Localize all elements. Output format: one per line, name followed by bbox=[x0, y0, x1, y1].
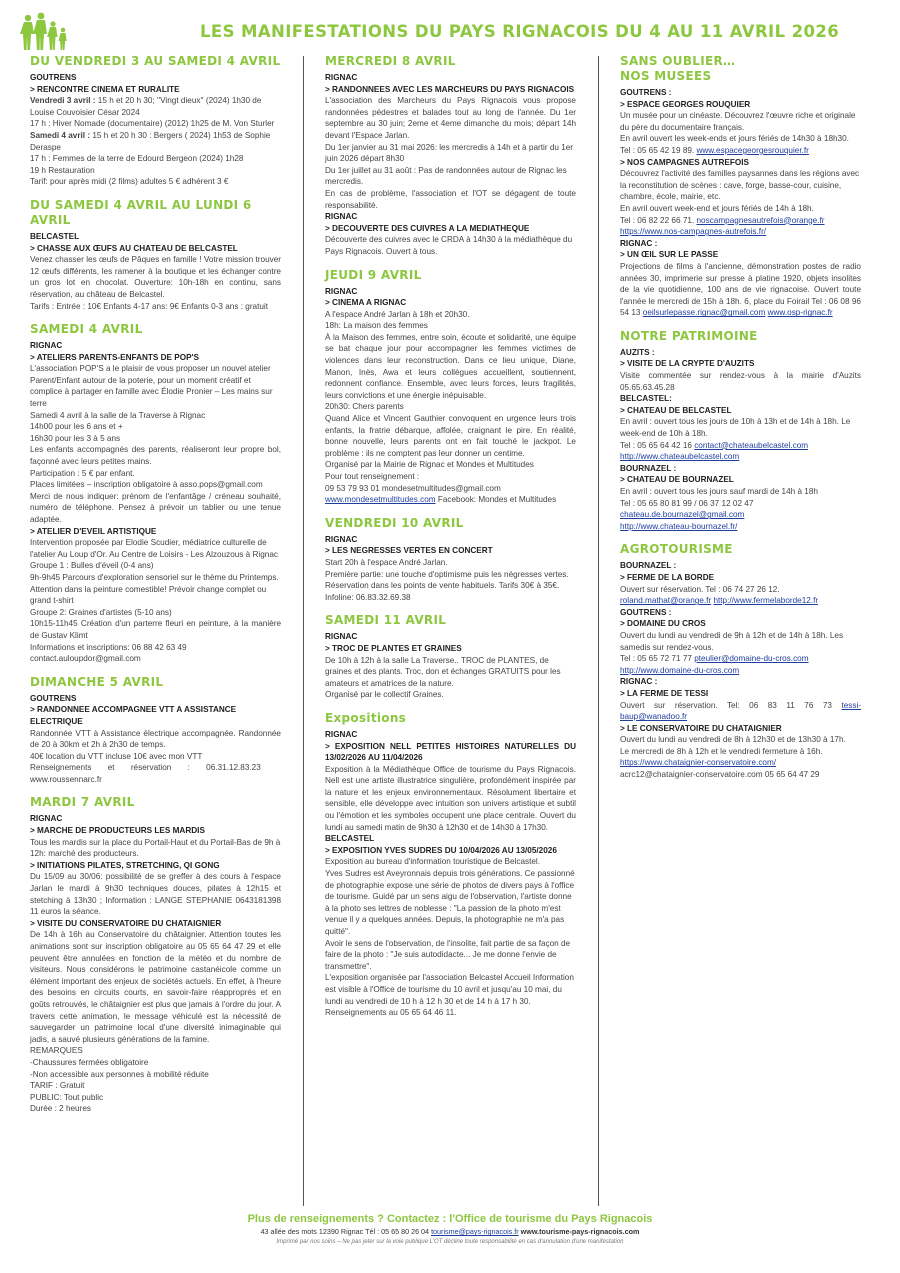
event-text: Première partie: une touche d'optimisme puis les négresses vertes. bbox=[325, 569, 569, 579]
event-text: Pour tout renseignement : bbox=[325, 472, 420, 481]
section-mercredi-8 bbox=[325, 54, 576, 258]
event-title: > ESPACE GEORGES ROUQUIER bbox=[620, 99, 751, 109]
section-musees bbox=[620, 54, 861, 319]
event-text: Ouvert du lundi au vendredi de 8h à 12h30 et de 13h30 à 17h. bbox=[620, 735, 846, 745]
website-link[interactable]: www.espacegeorgesrouquier.fr bbox=[696, 145, 809, 155]
email-link[interactable]: tessi-baup@wanadoo.fr bbox=[620, 700, 861, 722]
event-text bbox=[620, 440, 861, 452]
event-text: Visite commentée sur rendez-vous à la mairie d'Auzits 05.65.63.45.28 bbox=[620, 371, 861, 392]
event-text: Organisé par le collectif Graines. bbox=[325, 690, 444, 700]
event-text: En avril : ouvert tous les jours de 10h à 13h et de 14h à 18h. Le week-end de 10h à 18h. bbox=[620, 417, 851, 439]
event-text: Du 15/09 au 30/06: possibilité de se greffer à des cours à l'espace Jarlan le mardi à 9h30 techniques douces, pilates à 12h15 et stetching à 13h30 ; Information : LANGE STEPHANIE 0643181398 11 euros la séance. bbox=[30, 872, 281, 917]
event-text: Participation : 5 € par enfant. bbox=[30, 468, 135, 478]
website-link[interactable]: http://www.chateau-bournazel.fr/ bbox=[620, 521, 738, 531]
event-title: > DECOUVERTE DES CUIVRES A LA MEDIATHEQUE bbox=[325, 223, 530, 233]
event-text: L'association POP'S a le plaisir de vous proposer un nouvel atelier Parent/Enfant autour de la poterie, pour un moment créatif et complice à partager en famille avec Élodie Pronier – Les mains sur terre bbox=[30, 364, 273, 409]
section-patrimoine bbox=[620, 329, 861, 533]
event-text bbox=[620, 261, 861, 319]
event-title: > MARCHE DE PRODUCTEURS LES MARDIS bbox=[30, 826, 205, 836]
section-samedi-4 bbox=[30, 322, 281, 665]
event-text bbox=[620, 665, 861, 677]
section-heading: MARDI 7 AVRIL bbox=[30, 795, 135, 810]
event-title: > VISITE DE LA CRYPTE D'AUZITS bbox=[620, 359, 755, 369]
event-text: 09 53 79 93 01 mondesetmultitudes@gmail.com bbox=[325, 483, 501, 493]
event-text: Randonnée VTT à Assistance électrique accompagnée. Randonnée de 20 à 30km et 2h à 2h30 de temps. bbox=[30, 728, 281, 750]
website-link[interactable]: https://www.chataignier-conservatoire.com/ bbox=[620, 758, 777, 768]
event-title: > VISITE DU CONSERVATOIRE DU CHATAIGNIER bbox=[30, 918, 222, 928]
event-text: Groupe 2: Graines d'artistes (5-10 ans) bbox=[30, 607, 172, 617]
event-text: acrc12@chataignier-conservatoire.com 05 65 64 47 29 bbox=[620, 770, 820, 780]
town-label: GOUTRENS : bbox=[620, 607, 672, 617]
town-label: RIGNAC bbox=[325, 212, 358, 222]
column-middle bbox=[325, 54, 576, 1029]
event-text: En cas de problème, l'association et l'OT se dégagent de toute responsabilité. bbox=[325, 188, 576, 210]
event-title: > EXPOSITION YVES SUDRES DU 10/04/2026 AU 13/05/2026 bbox=[325, 845, 557, 855]
event-title: > EXPOSITION NELL PETITES HISTOIRES NATURELLES DU 13/02/2026 AU 11/04/2026 bbox=[325, 741, 576, 763]
event-text: Tel : 05 65 80 81 99 / 06 37 12 02 47 bbox=[620, 498, 754, 508]
section-heading: DIMANCHE 5 AVRIL bbox=[30, 674, 164, 689]
event-text: Venez chasser les œufs de Pâques en famille ! Votre mission trouver 12 œufs différents, les ramener à la boutique et les échanger contre un gros lot en chocolat. Ouverture: 10h-18h en continu, sans réservation, au château de Belcastel. bbox=[30, 255, 281, 299]
website-link[interactable]: http://www.fermelaborde12.fr bbox=[713, 596, 819, 606]
event-text: contact.auloupdor@gmail.com bbox=[30, 654, 141, 664]
event-text: 20h30: Chers parents bbox=[325, 402, 404, 412]
event-text: Avoir le sens de l'observation, de l'insolite, fait partie de sa façon de faire de la photo : "Je suis autodidacte... Je me donne l'envie de transmettre". bbox=[325, 938, 571, 971]
section-heading: DU SAMEDI 4 AVRIL AU LUNDI 6 AVRIL bbox=[30, 197, 252, 227]
event-title: > DOMAINE DU CROS bbox=[620, 619, 706, 629]
column-divider bbox=[303, 56, 304, 1206]
footer-contact-title: Plus de renseignements ? Contactez : l'Office de tourisme du Pays Rignacois bbox=[247, 1213, 653, 1225]
town-label: RIGNAC bbox=[325, 632, 358, 642]
event-text: Découvrez l'activité des familles paysannes dans les régions avec la reconstitution de scènes : cave, forge, basse-cour, cuisine, chambre, école, mairie, etc. bbox=[620, 169, 860, 202]
town-label: RIGNAC : bbox=[620, 677, 658, 687]
event-title: > LE CONSERVATOIRE DU CHATAIGNIER bbox=[620, 723, 782, 733]
event-text: Durée : 2 heures bbox=[30, 1104, 91, 1114]
email-link[interactable]: pteulier@domaine-du-cros.com bbox=[694, 654, 809, 664]
event-text: 40€ location du VTT incluse 10€ avec mon VTT bbox=[30, 751, 203, 761]
event-text: 16h30 pour les 3 à 5 ans bbox=[30, 433, 121, 443]
town-label: RIGNAC bbox=[30, 814, 63, 824]
event-title: > UN ŒIL SUR LE PASSE bbox=[620, 250, 719, 260]
family-silhouette-logo-icon bbox=[18, 12, 70, 52]
town-label: BELCASTEL bbox=[30, 231, 80, 241]
footer bbox=[0, 1213, 900, 1245]
event-text: Tarif: pour après midi (2 films) adultes 5 € adhérent 3 € bbox=[30, 177, 229, 187]
event-text: Intervention proposée par Elodie Scudier, médiatrice culturelle de l'atelier Au Loup d'Or. Au Centre de Loisirs - Les Alzouzous à Rignac bbox=[30, 538, 278, 559]
section-heading: VENDREDI 10 AVRIL bbox=[325, 515, 464, 530]
event-text: 10h15-11h45 Création d'un parterre fleuri en peinture, à la manière de Gustav Klimt bbox=[30, 619, 281, 640]
event-text: Exposition à la Médiathèque Office de tourisme du Pays Rignacois. Nell est une artiste illustratrice singulière, profondément inspirée par la nature et les enjeux environnementaux. Résolument libertaire et sensible, elle développe avec intuition son univers artistique et subtil ou l'émotion et les symboles occupent une place centrale. Ouvert du lundi au samedi matin de 9h30 à 12h30 et de 14h30 à 17h30. bbox=[325, 764, 576, 832]
column-divider bbox=[598, 56, 599, 1206]
footer-address-text: 43 allée des mots 12390 Rignac Tél : 05 65 80 26 04 bbox=[260, 1227, 432, 1236]
event-text bbox=[620, 509, 861, 521]
event-title: > RENCONTRE CINEMA ET RURALITE bbox=[30, 84, 180, 94]
event-text: 19 h Restauration bbox=[30, 165, 95, 175]
event-text: Réservation dans les points de vente habituels. Tarifs 30€ à 35€. bbox=[325, 581, 560, 591]
event-title: > INITIATIONS PILATES, STRETCHING, QI GONG bbox=[30, 860, 220, 870]
event-text: Merci de nous indiquer: prénom de l'enfantâge / créneau souhaité, numéro de téléphone. Pensez à prévoir un tablier ou une tenue adaptée. bbox=[30, 491, 281, 524]
event-text: En avril ouvert week-end et jours fériés de 14h à 18h. bbox=[620, 203, 814, 213]
section-dimanche-5 bbox=[30, 675, 281, 786]
event-text: Découverte des cuivres avec le CRDA à 14h30 à la médiathèque du Pays Rignacois. Ouvert à tous. bbox=[325, 235, 573, 256]
event-text: Tarifs : Entrée : 10€ Enfants 4-17 ans: 9€ Enfants 0-3 ans : gratuit bbox=[30, 301, 269, 311]
event-text: Du 1er janvier au 31 mai 2026: les mercredis à 14h et à partir du 1er juin 2026 départ 8h30 bbox=[325, 142, 574, 164]
email-link[interactable]: noscampagnesautrefois@orange.fr bbox=[696, 215, 825, 225]
event-text: Attention dans la peinture comestible! Prévoir change complet ou grand t-shirt bbox=[30, 584, 267, 606]
event-text: Quand Alice et Vincent Gauthier convoquent en urgence leurs trois enfants, la fratrie débarque, affolée, craignant le pire. En réalité, bonne nouvelle, leurs parents ont en fait touché le jackpot. Le problème : ils ne comptent pas leur donner un centime. bbox=[325, 414, 576, 458]
section-expositions bbox=[325, 711, 576, 1019]
section-mardi-7 bbox=[30, 795, 281, 1114]
town-label: GOUTRENS bbox=[30, 73, 77, 82]
event-line: 15 h et 20 h 30; ''Vingt dieux'' (2024) 1h30 de Louise Couvoisier César 2024 bbox=[30, 96, 262, 117]
website-link[interactable]: http://www.chateaubelcastel.com bbox=[620, 452, 740, 462]
event-text: -Chaussures fermées obligatoire bbox=[30, 1057, 149, 1067]
event-text: Ouvert du lundi au vendredi de 9h à 12h et de 14h à 18h. Les samedis sur rendez-vous. bbox=[620, 630, 844, 652]
event-text bbox=[620, 226, 861, 238]
event-text bbox=[30, 95, 281, 118]
event-text: L'exposition organisée par l'association Belcastel Accueil Information est visible à l'Office de tourisme du 10 avril et jusqu'au 10 mai, du lundi au vendredi de 10 h à 12 h 30 et de 14 h à 17 h 30. Renseignements au 05 65 64 46 11. bbox=[325, 973, 574, 1018]
event-text: De 10h à 12h à la salle La Traverse.. TROC de PLANTES, de graines et des plants. Troc, don et échanges GRATUITS pour les amateurs et amatrices de la nature. bbox=[325, 655, 561, 688]
column-right bbox=[620, 54, 861, 791]
town-label: BOURNAZEL : bbox=[620, 561, 677, 571]
section-heading: AGROTOURISME bbox=[620, 542, 733, 557]
event-text: 17 h : Hiver Nomade (documentaire) (2012) 1h25 de M. Von Sturler bbox=[30, 119, 275, 129]
email-link[interactable]: chateau.de.bournazel@gmail.com bbox=[620, 510, 745, 520]
event-title: > CINEMA A RIGNAC bbox=[325, 298, 407, 308]
event-text bbox=[30, 130, 281, 153]
day-label: Vendredi 3 avril : bbox=[30, 96, 96, 106]
event-text: Du 1er juillet au 31 août : Pas de randonnées autour de Rignac les mercredis. bbox=[325, 165, 567, 187]
town-label: BELCASTEL: bbox=[620, 394, 672, 404]
town-label: RIGNAC bbox=[325, 729, 358, 739]
event-text bbox=[620, 757, 861, 769]
event-text: TARIF : Gratuit bbox=[30, 1081, 85, 1091]
footer-address bbox=[0, 1227, 900, 1236]
event-text: A l'espace André Jarlan à 18h et 20h30. bbox=[325, 309, 470, 319]
event-text: Exposition au bureau d'information touristique de Belcastel. bbox=[325, 857, 541, 867]
footer-email-link[interactable]: tourisme@pays-rignacois.fr bbox=[431, 1227, 519, 1236]
event-text bbox=[620, 451, 861, 463]
event-text: Places limitées – inscription obligatoire à asso.pops@gmail.com bbox=[30, 480, 263, 490]
event-text: En avril : ouvert tous les jours sauf mardi de 14h à 18h bbox=[620, 487, 818, 496]
event-text: Un musée pour un cinéaste. Découvrez l'œuvre riche et originale du père du documentaire français. bbox=[620, 111, 856, 132]
section-heading: SANS OUBLIER… bbox=[620, 54, 736, 68]
section-heading: NOTRE PATRIMOINE bbox=[620, 328, 758, 343]
event-line: Facebook: Mondes et Multitudes bbox=[435, 495, 557, 505]
event-title: > CHATEAU DE BOURNAZEL bbox=[620, 475, 734, 485]
event-line: Projections de films à l'ancienne, démonstration postes de radio années 30, imprimerie sur presse à platine 1920, objets insolites de la vie quotidienne, 100 ans de vie rignacoise. Ouvert toute l'année le mercredi de 15h à 18h. 6, place du Foirail Tel : 06 08 96 54 13 bbox=[620, 261, 861, 318]
email-link[interactable]: contact@chateaubelcastel.com bbox=[694, 440, 809, 450]
event-text: Infoline: 06.83.32.69.38 bbox=[325, 592, 411, 602]
event-text: www.roussennarc.fr bbox=[30, 774, 102, 784]
event-line: 15 h et 20 h 30 : Bergers ( 2024) 1h53 de Sophie Deraspe bbox=[30, 130, 271, 152]
section-heading: SAMEDI 4 AVRIL bbox=[30, 322, 143, 337]
event-title: > CHASSE AUX ŒUFS AU CHATEAU DE BELCASTEL bbox=[30, 243, 238, 253]
footer-disclaimer: Imprimé par nos soins – Ne pas jeter sur la voie publique L'OT décline toute responsabilité en cas d'annulation d'une manifestation bbox=[276, 1239, 624, 1245]
event-line: Tel : 06 82 22 66 71. bbox=[620, 215, 697, 225]
town-label: RIGNAC bbox=[325, 286, 358, 296]
column-left bbox=[30, 54, 281, 1125]
event-text bbox=[620, 653, 861, 665]
website-link[interactable]: www.mondesetmultitudes.com bbox=[325, 495, 436, 505]
event-text: Les enfants accompagnés des parents, réaliseront leur propre bol, façonné avec leurs petites mains. bbox=[30, 445, 281, 467]
town-label: RIGNAC bbox=[30, 341, 63, 351]
event-text: PUBLIC: Tout public bbox=[30, 1092, 104, 1102]
town-label: AUZITS : bbox=[620, 347, 655, 357]
town-label: BELCASTEL bbox=[325, 834, 375, 844]
town-label: RIGNAC : bbox=[620, 238, 658, 248]
event-text: Ouvert sur réservation. Tel : 06 74 27 26 12. bbox=[620, 584, 780, 594]
website-link[interactable]: www.osp-rignac.fr bbox=[767, 308, 833, 318]
event-text: À la Maison des femmes, entre soin, écoute et solidarité, une équipe se bat chaque jour pour accompagner les femmes victimes de violences dans leur reconstruction. Dans ce lieu unique, Diane, Manon, Inès, Awa et leurs collègues accueillent, soutiennent, redonnent confiance. Ensemble, avec leurs forces, leurs fragilités, leurs convictions et une énergie inépuisable. bbox=[325, 332, 576, 400]
website-link[interactable]: https://www.nos-campagnes-autrefois.fr/ bbox=[620, 227, 767, 237]
town-label: RIGNAC bbox=[325, 534, 358, 544]
email-link[interactable]: roland.mathat@orange.fr bbox=[620, 596, 712, 606]
event-text: Samedi 4 avril à la salle de la Traverse à Rignac bbox=[30, 410, 206, 420]
town-label: GOUTRENS bbox=[30, 693, 77, 703]
footer-website[interactable]: www.tourisme-pays-rignacois.com bbox=[518, 1227, 640, 1236]
website-link[interactable]: http://www.domaine-du-cros.com bbox=[620, 665, 740, 675]
event-title: > NOS CAMPAGNES AUTREFOIS bbox=[620, 157, 749, 167]
section-heading: MERCREDI 8 AVRIL bbox=[325, 54, 456, 68]
section-jeudi-9 bbox=[325, 268, 576, 506]
section-samedi-lundi bbox=[30, 198, 281, 312]
event-line: Tel : 05 65 42 19 89. bbox=[620, 145, 697, 155]
event-title: > ATELIER D'EVEIL ARTISTIQUE bbox=[30, 526, 157, 536]
event-text bbox=[620, 521, 861, 533]
event-text: 14h00 pour les 6 ans et + bbox=[30, 422, 123, 432]
town-label: RIGNAC bbox=[325, 73, 358, 82]
event-text: Le mercredi de 8h à 12h et le vendredi fermeture à 16h. bbox=[620, 746, 823, 756]
section-vendredi-10 bbox=[325, 516, 576, 604]
town-label: BOURNAZEL : bbox=[620, 463, 677, 473]
event-text bbox=[325, 494, 576, 506]
event-line: Tel : 05 65 72 71 77 bbox=[620, 654, 695, 664]
event-title: > RANDONNEES AVEC LES MARCHEURS DU PAYS RIGNACOIS bbox=[325, 84, 575, 94]
day-label: Samedi 4 avril : bbox=[30, 130, 91, 140]
page-title: LES MANIFESTATIONS DU PAYS RIGNACOIS DU 4 AU 11 AVRIL 2026 bbox=[200, 22, 840, 41]
event-title: > LA FERME DE TESSI bbox=[620, 688, 709, 698]
section-heading: DU VENDREDI 3 AU SAMEDI 4 AVRIL bbox=[30, 54, 281, 68]
event-text: Groupe 1 : Bulles d'éveil (0-4 ans) bbox=[30, 561, 154, 571]
event-text: L'association des Marcheurs du Pays Rignacois vous propose randonnées pédestres et balades tout au long de l'année. Du 1er septembre au 30 juin; 2eme et 4eme dimanche du mois; départ 14h devant l'Espace Jarlan. bbox=[325, 96, 576, 140]
event-text: Informations et inscriptions: 06 88 42 63 49 bbox=[30, 642, 187, 652]
event-text: 18h: La maison des femmes bbox=[325, 321, 428, 331]
event-text: De 14h à 16h au Conservatoire du châtaignier. Attention toutes les animations sont sur inscription obligatoire au 05 65 64 47 29 et elle peuvent être annulées en fonction de la météo et du nombre de visiteurs. Nous considérons le patrimoine castanéicole comme un élément important des enjeux de sociétés actuels. En effet, à l'heure des besoins en circuits courts, en savoir-faire réapproprés et en goûts retrouvés, le châtaignier est plus que jamais à l'ordre du jour. A travers cette animation, le message véhiculé est la nécessité de sauvegarder un patrimoine local d'une diversité inimaginable qui jadis, a sauvé plusieurs générations de la famine. bbox=[30, 930, 281, 1044]
event-text: -Non accessible aux personnes à mobilité réduite bbox=[30, 1069, 209, 1079]
event-text bbox=[620, 215, 861, 227]
event-text bbox=[620, 595, 861, 607]
event-title: > TROC DE PLANTES ET GRAINES bbox=[325, 643, 462, 653]
event-title: > CHATEAU DE BELCASTEL bbox=[620, 405, 732, 415]
event-text: 9h-9h45 Parcours d'exploration sensoriel sur le thème du Printemps. bbox=[30, 572, 279, 582]
section-heading: JEUDI 9 AVRIL bbox=[325, 267, 422, 282]
town-label: GOUTRENS : bbox=[620, 88, 672, 97]
event-line: Ouvert sur réservation. Tel: 06 83 11 76 73 bbox=[620, 700, 842, 710]
event-title: > FERME DE LA BORDE bbox=[620, 572, 715, 582]
event-text: 17 h : Femmes de la terre de Edourd Bergeon (2024) 1h28 bbox=[30, 154, 244, 164]
event-text: REMARQUES bbox=[30, 1046, 83, 1056]
event-title: > LES NEGRESSES VERTES EN CONCERT bbox=[325, 546, 493, 556]
event-line: Tel : 05 65 64 42 16 bbox=[620, 440, 695, 450]
event-text bbox=[620, 700, 861, 723]
section-heading: NOS MUSEES bbox=[620, 69, 712, 83]
section-heading: SAMEDI 11 AVRIL bbox=[325, 613, 447, 628]
event-text: Renseignements et réservation : 06.31.12.83.23 bbox=[30, 763, 261, 773]
section-samedi-11 bbox=[325, 613, 576, 701]
event-text: Tous les mardis sur la place du Portail-Haut et du Portail-Bas de 9h à 12h: marché des producteurs. bbox=[30, 837, 281, 859]
event-text: Yves Sudres est Aveyronnais depuis trois générations. Ce passionné de photographie expose une série de photos de divers pays à l'office de tourisme. Guidé par un sens aigu de l'observation, l'artiste donne à la photo ses lettres de noblesse : "La passion de la photo m'est venue il y a quelques années. Depuis, la photographie ne m'a pas quitté". bbox=[325, 869, 575, 936]
section-heading: Expositions bbox=[325, 710, 407, 725]
section-vendredi-samedi bbox=[30, 54, 281, 188]
event-text: En avril ouvert les week-ends et jours fériés de 14h30 à 18h30. bbox=[620, 134, 849, 144]
event-title: > RANDONNEE ACCOMPAGNEE VTT A ASSISTANCE ELECTRIQUE bbox=[30, 705, 237, 726]
event-text bbox=[620, 145, 861, 157]
event-text: Organisé par la Mairie de Rignac et Mondes et Multitudes bbox=[325, 460, 534, 470]
event-title: > ATELIERS PARENTS-ENFANTS DE POP'S bbox=[30, 352, 199, 362]
section-agrotourisme bbox=[620, 542, 861, 780]
email-link[interactable]: oeilsurlepasse.rignac@gmail.com bbox=[642, 308, 766, 318]
event-text: Start 20h à l'espace André Jarlan. bbox=[325, 557, 448, 567]
